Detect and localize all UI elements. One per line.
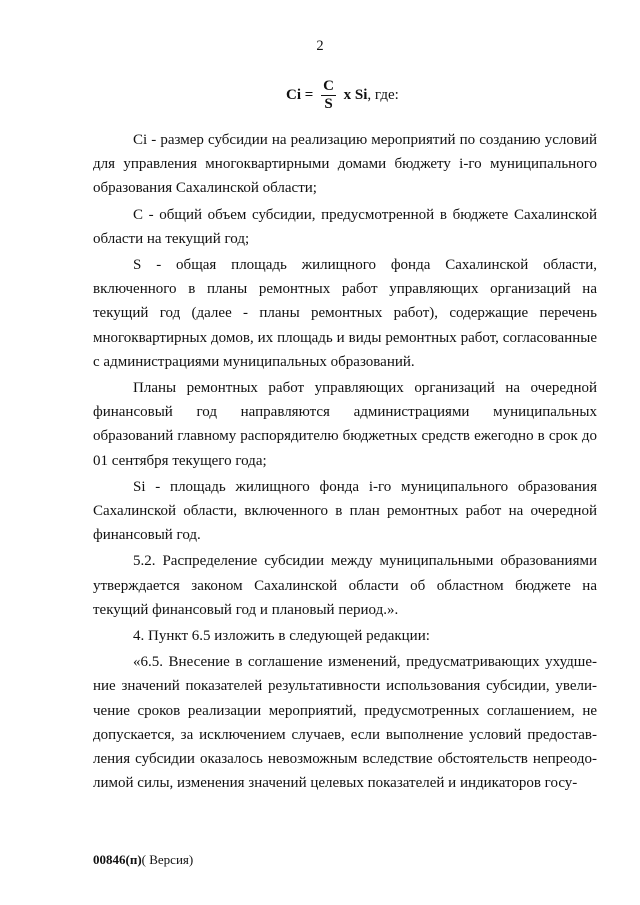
paragraph-s-definition: S - общая площадь жилищного фонда Сахалинской области, включенного в планы ремонтных работ управляющих организаций на текущий год (далее - планы ремонтных работ), содержащие перечень многоквартирных домов, их площадь и виды ремонтных работ, согласованные с администрациями муниципальных образований. bbox=[93, 257, 597, 370]
formula-lhs: Ci = bbox=[286, 87, 314, 103]
footer-version: ( Версия) bbox=[141, 852, 194, 867]
formula-numerator: C bbox=[323, 78, 334, 94]
footer-code: 00846(п) bbox=[93, 852, 142, 867]
formula-rhs: x Si bbox=[343, 87, 368, 103]
page-number: 2 bbox=[316, 38, 324, 54]
paragraph-repair-plans: Планы ремонтных работ управляющих организаций на очередной финансовый год направляются администрациями муниципальных образований главному распорядителю бюджетных средств ежегодно в срок до 01 сентября текущего года; bbox=[93, 380, 597, 469]
formula-fraction bbox=[321, 78, 336, 113]
paragraph-c-definition: С - общий объем субсидии, предусмотренной в бюджете Сахалинской области на текущий год; bbox=[93, 206, 597, 247]
paragraph-ci-definition: Ci - размер субсидии на реализацию мероприятий по созданию условий для управления многоквартирными домами бюджету i-го муниципального образования Сахалинской области; bbox=[93, 132, 597, 197]
formula-tail: , где: bbox=[367, 87, 399, 103]
formula-denominator: S bbox=[324, 96, 333, 112]
document-body bbox=[93, 128, 597, 795]
paragraph-item-4: 4. Пункт 6.5 изложить в следующей редакции: bbox=[133, 628, 430, 645]
paragraph-clause-5-2: 5.2. Распределение субсидии между муниципальными образованиями утверждается законом Сахалинской области об областном бюджете на текущий финансовый год и плановый период.». bbox=[93, 553, 597, 618]
subsidy-formula bbox=[286, 78, 399, 113]
paragraph-clause-6-5: «6.5. Внесение в соглашение изменений, предусматривающих ухудше-ние значений показателей результативности использования субсидии, увели-чение сроков реализации мероприятий, предусмотренных соглашением, не допускается, за исключением случаев, если выполнение условий предостав-ления субсидии оказалось невозможным вследствие обстоятельств непреодо-лимой силы, изменения значений целевых показателей и индикаторов госу- bbox=[93, 654, 597, 792]
document-footer bbox=[93, 852, 193, 868]
paragraph-si-definition: Si - площадь жилищного фонда i-го муниципального образования Сахалинской области, включенного в план ремонтных работ на очередной финансовый год. bbox=[93, 478, 597, 544]
